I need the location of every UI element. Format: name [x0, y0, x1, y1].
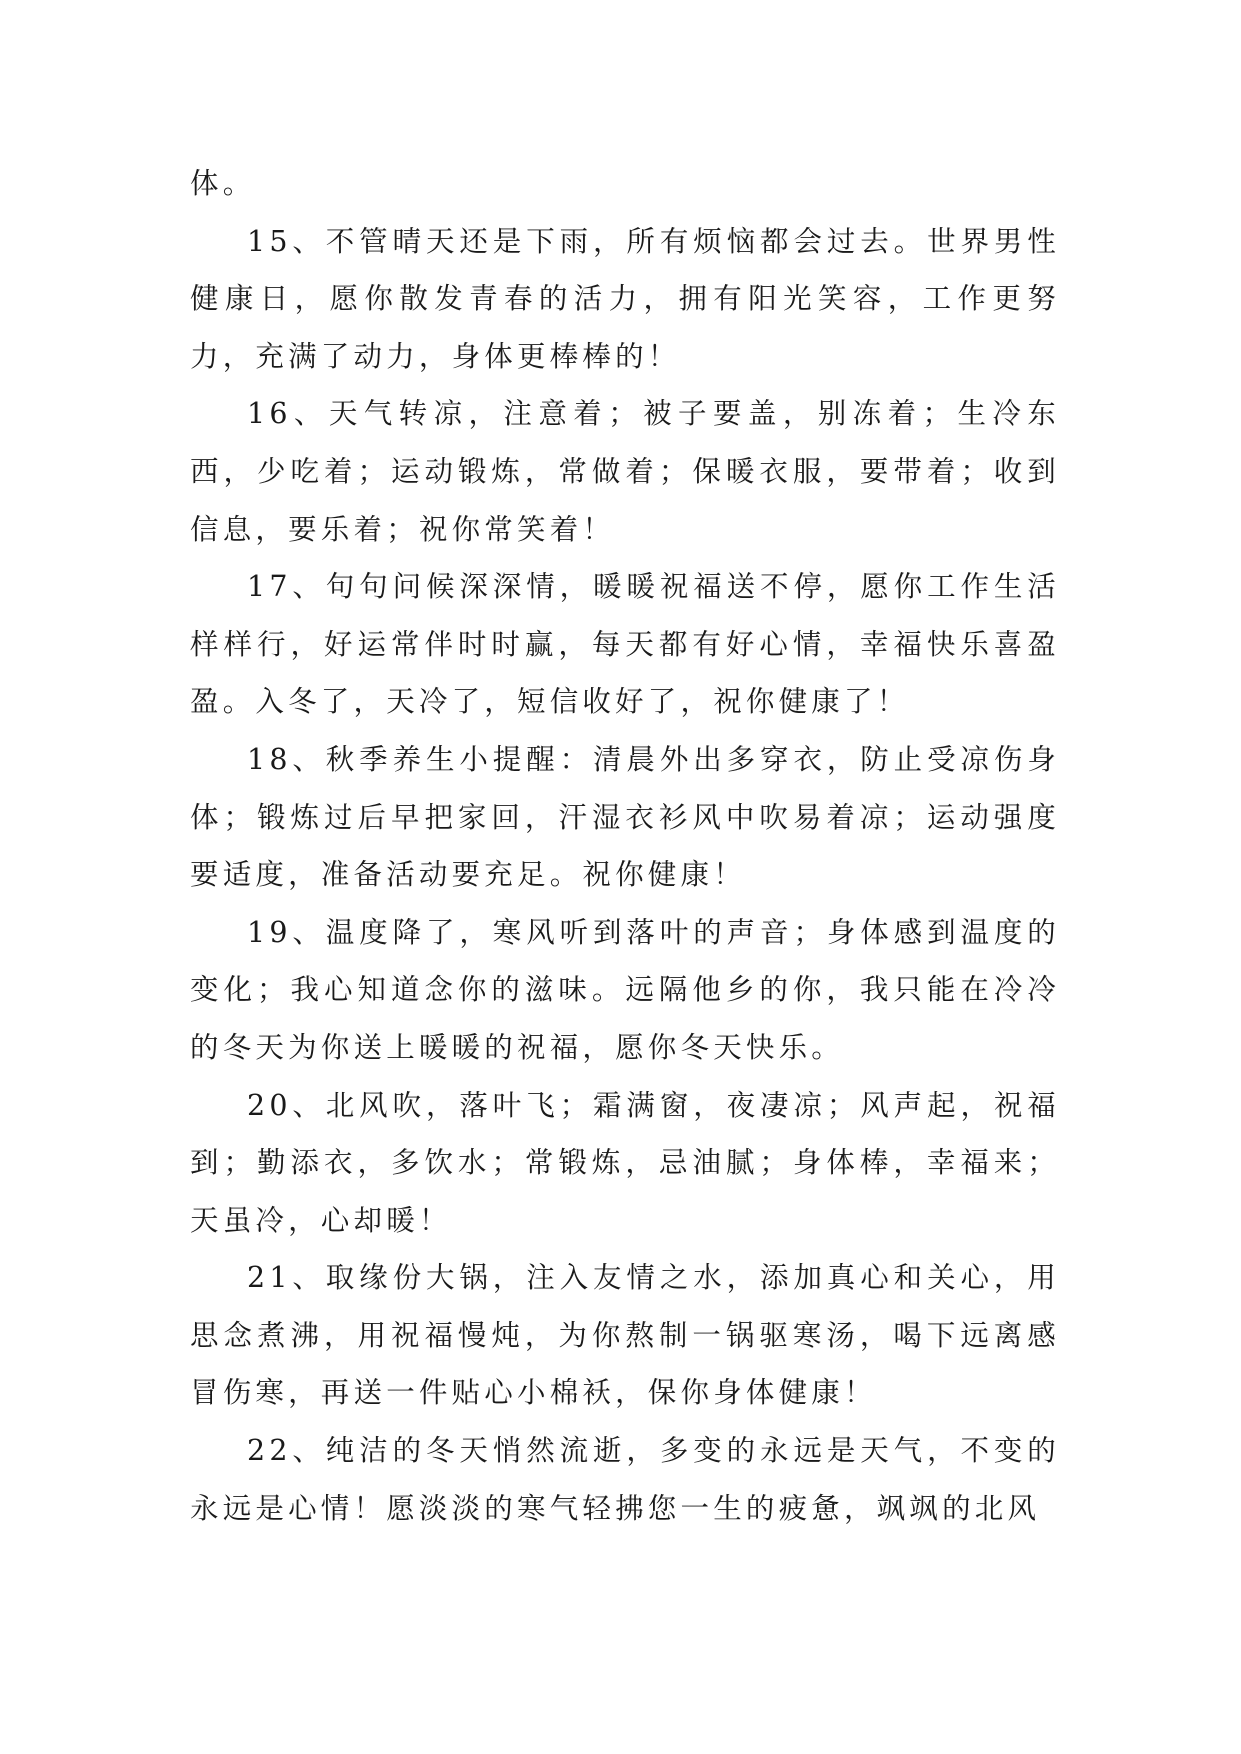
paragraph-19: 19、温度降了，寒风听到落叶的声音；身体感到温度的变化；我心知道念你的滋味。远隔他乡的你，我只能在冷冷的冬天为你送上暖暖的祝福，愿你冬天快乐。	[190, 915, 1060, 1064]
paragraph-16: 16、天气转凉，注意着；被子要盖，别冻着；生冷东西，少吃着；运动锻炼，常做着；保暖衣服，要带着；收到信息，要乐着；祝你常笑着！	[190, 397, 1060, 546]
paragraph-18: 18、秋季养生小提醒：清晨外出多穿衣，防止受凉伤身体；锻炼过后早把家回，汗湿衣衫风中吹易着凉；运动强度要适度，准备活动要充足。祝你健康！	[190, 742, 1060, 892]
paragraph-20: 20、北风吹，落叶飞；霜满窗，夜凄凉；风声起，祝福到；勤添衣，多饮水；常锻炼，忌油腻；身体棒，幸福来；天虽冷，心却暖！	[190, 1088, 1060, 1237]
paragraph-22: 22、纯洁的冬天悄然流逝，多变的永远是天气，不变的永远是心情！愿淡淡的寒气轻拂您一生的疲惫，飒飒的北风	[190, 1434, 1060, 1525]
paragraph-15: 15、不管晴天还是下雨，所有烦恼都会过去。世界男性健康日，愿你散发青春的活力，拥有阳光笑容，工作更努力，充满了动力，身体更棒棒的！	[190, 224, 1060, 373]
paragraph-continuation: 体。	[190, 167, 256, 200]
body-text	[190, 155, 1060, 1537]
paragraph-17: 17、句句问候深深情，暖暖祝福送不停，愿你工作生活样样行，好运常伴时时赢，每天都有好心情，幸福快乐喜盈盈。入冬了，天冷了，短信收好了，祝你健康了！	[190, 570, 1060, 719]
paragraph-21: 21、取缘份大锅，注入友情之水，添加真心和关心，用思念煮沸，用祝福慢炖，为你熬制一锅驱寒汤，喝下远离感冒伤寒，再送一件贴心小棉袄，保你身体健康！	[190, 1261, 1060, 1410]
